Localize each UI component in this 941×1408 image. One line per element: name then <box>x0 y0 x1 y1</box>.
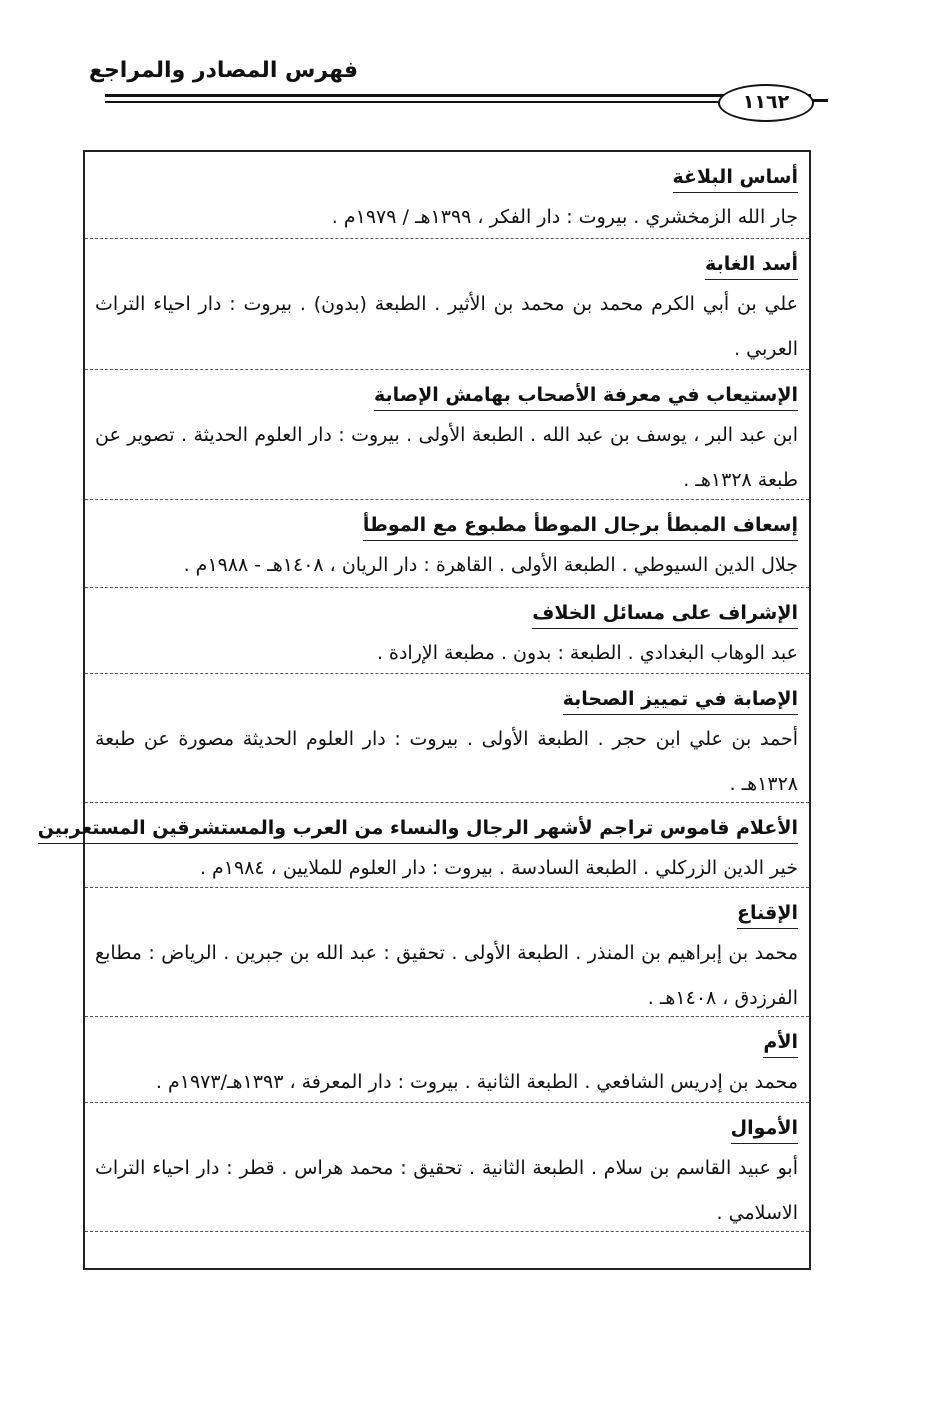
reference-entry <box>85 1103 809 1232</box>
reference-entry <box>85 588 809 674</box>
entry-title: الأموال <box>731 1113 798 1144</box>
entry-body: محمد بن إدريس الشافعي . الطبعة الثانية . بيروت : دار المعرفة ، ١٣٩٣هـ/١٩٧٣م . <box>155 1071 798 1093</box>
reference-entry <box>85 888 809 1017</box>
references-box <box>37 150 811 1270</box>
entry-body: أحمد بن علي ابن حجر . الطبعة الأولى . بيروت : دار العلوم الحديثة مصورة عن طبعة ١٣٢٨هـ . <box>95 728 798 795</box>
reference-entry <box>85 674 809 803</box>
entry-body: خير الدين الزركلي . الطبعة السادسة . بيروت : دار العلوم للملايين ، ١٩٨٤م . <box>199 857 798 879</box>
entry-body: أبو عبيد القاسم بن سلام . الطبعة الثانية . تحقيق : محمد هراس . قطر : دار احياء التراث الاسلامي . <box>95 1157 798 1224</box>
reference-entry <box>85 500 809 588</box>
entry-title: الإشراف على مسائل الخلاف <box>532 598 798 629</box>
entry-title: إسعاف المبطأ برجال الموطأ مطبوع مع الموطأ <box>363 510 798 541</box>
entry-body: عبد الوهاب البغدادي . الطبعة : بدون . مطبعة الإرادة . <box>376 642 798 664</box>
entry-body: جار الله الزمخشري . بيروت : دار الفكر ، ١٣٩٩هـ / ١٩٧٩م . <box>331 206 798 228</box>
entry-body: ابن عبد البر ، يوسف بن عبد الله . الطبعة الأولى . بيروت : دار العلوم الحديثة . تصوير عن طبعة ١٣٢٨هـ . <box>95 424 798 491</box>
entry-title: الإقناع <box>737 898 798 929</box>
entry-title: الإستيعاب في معرفة الأصحاب بهامش الإصابة <box>374 380 798 411</box>
page-number: ١١٦٢ <box>718 84 814 122</box>
entry-title: الأعلام قاموس تراجم لأشهر الرجال والنساء من العرب والمستشرقين المستعربين <box>38 813 798 844</box>
entry-title: الأم <box>763 1027 798 1058</box>
header-rule-thin <box>105 101 811 103</box>
entry-title: أساس البلاغة <box>673 162 799 193</box>
reference-entry <box>85 1017 809 1103</box>
reference-entry <box>85 370 809 500</box>
entry-title: أسد الغابة <box>705 249 798 280</box>
reference-entry <box>85 239 809 370</box>
entry-title: الإصابة في تمييز الصحابة <box>563 684 798 715</box>
entry-body: علي بن أبي الكرم محمد بن محمد بن الأثير . الطبعة (بدون) . بيروت : دار احياء التراث العربي . <box>95 293 798 360</box>
entry-body: جلال الدين السيوطي . الطبعة الأولى . القاهرة : دار الريان ، ١٤٠٨هـ - ١٩٨٨م . <box>183 554 798 576</box>
reference-entry <box>37 803 809 888</box>
reference-entry <box>85 152 809 239</box>
header-rule-thick <box>105 94 811 97</box>
running-header-title: فهرس المصادر والمراجع <box>88 58 358 83</box>
entry-body: محمد بن إبراهيم بن المنذر . الطبعة الأولى . تحقيق : عبد الله بن جبرين . الرياض : مطابع الفرزدق ، ١٤٠٨هـ . <box>95 942 798 1009</box>
